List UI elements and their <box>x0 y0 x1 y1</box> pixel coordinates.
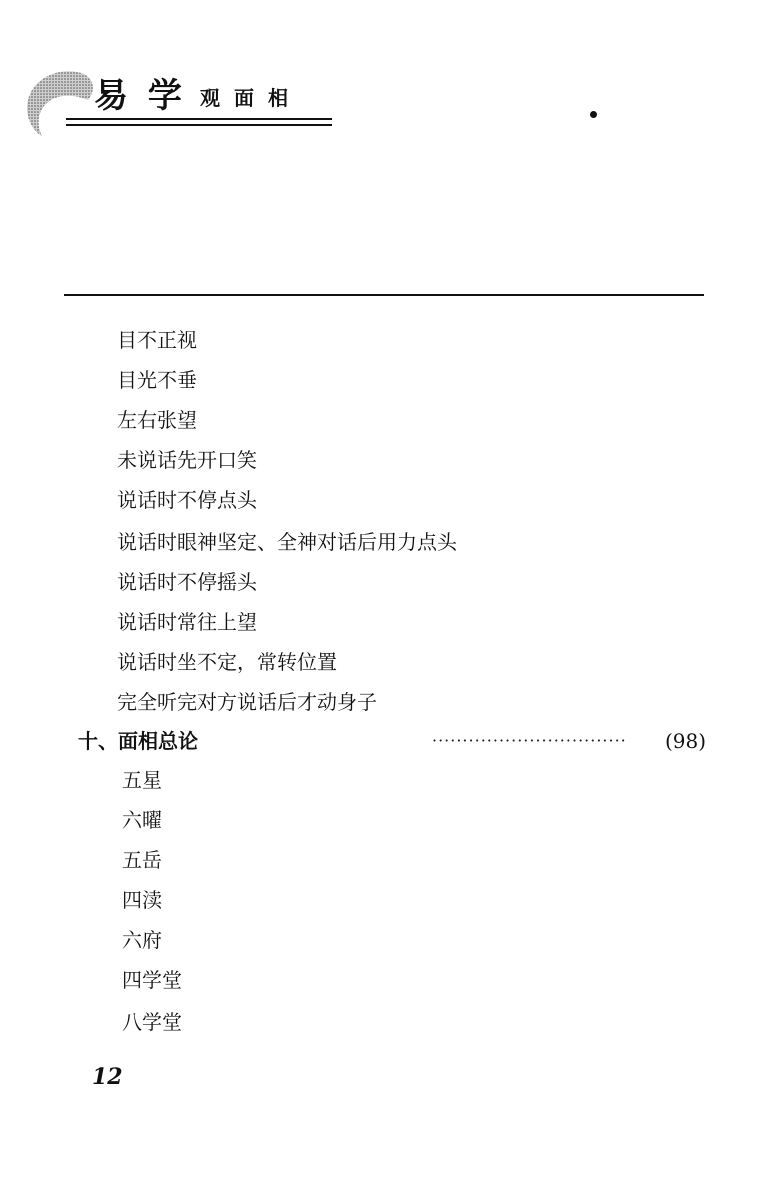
toc-subentry[interactable]: 六曜 <box>122 808 162 832</box>
toc-entry[interactable]: 完全听完对方说话后才动身子 <box>117 690 377 714</box>
toc-entry[interactable]: 说话时眼神坚定、全神对话后用力点头 <box>117 530 457 554</box>
toc-subentry[interactable]: 八学堂 <box>122 1010 182 1034</box>
brush-swirl-icon <box>22 60 102 150</box>
header-title-main: 易 学 <box>94 76 186 116</box>
toc-subentry[interactable]: 四渎 <box>122 888 162 912</box>
toc-subentry[interactable]: 五星 <box>122 768 162 792</box>
running-header <box>22 60 342 150</box>
toc-entry[interactable]: 目不正视 <box>117 328 197 352</box>
header-rule-upper <box>66 118 332 120</box>
toc-entry[interactable]: 左右张望 <box>117 408 197 432</box>
toc-entry[interactable]: 说话时常往上望 <box>117 610 257 634</box>
toc-subentry[interactable]: 六府 <box>122 928 162 952</box>
toc-section-heading[interactable] <box>78 727 706 755</box>
toc-subentry[interactable]: 四学堂 <box>122 968 182 992</box>
toc-subentry[interactable]: 五岳 <box>122 848 162 872</box>
dot-leader: ································ <box>432 731 627 750</box>
toc-entry[interactable]: 未说话先开口笑 <box>117 448 257 472</box>
toc-entry[interactable]: 说话时不停摇头 <box>117 570 257 594</box>
toc-entry[interactable]: 说话时不停点头 <box>117 488 257 512</box>
section-title: 十、面相总论 <box>78 729 198 753</box>
toc-entry[interactable]: 目光不垂 <box>117 368 197 392</box>
header-rule-lower <box>66 124 332 126</box>
page-number: 12 <box>92 1064 123 1090</box>
toc-entry[interactable]: 说话时坐不定，常转位置 <box>117 650 337 674</box>
section-page-ref: (98) <box>664 729 706 753</box>
ink-dot <box>590 111 597 118</box>
header-title-sub: 观面相 <box>200 86 302 110</box>
content-top-rule <box>64 294 704 296</box>
